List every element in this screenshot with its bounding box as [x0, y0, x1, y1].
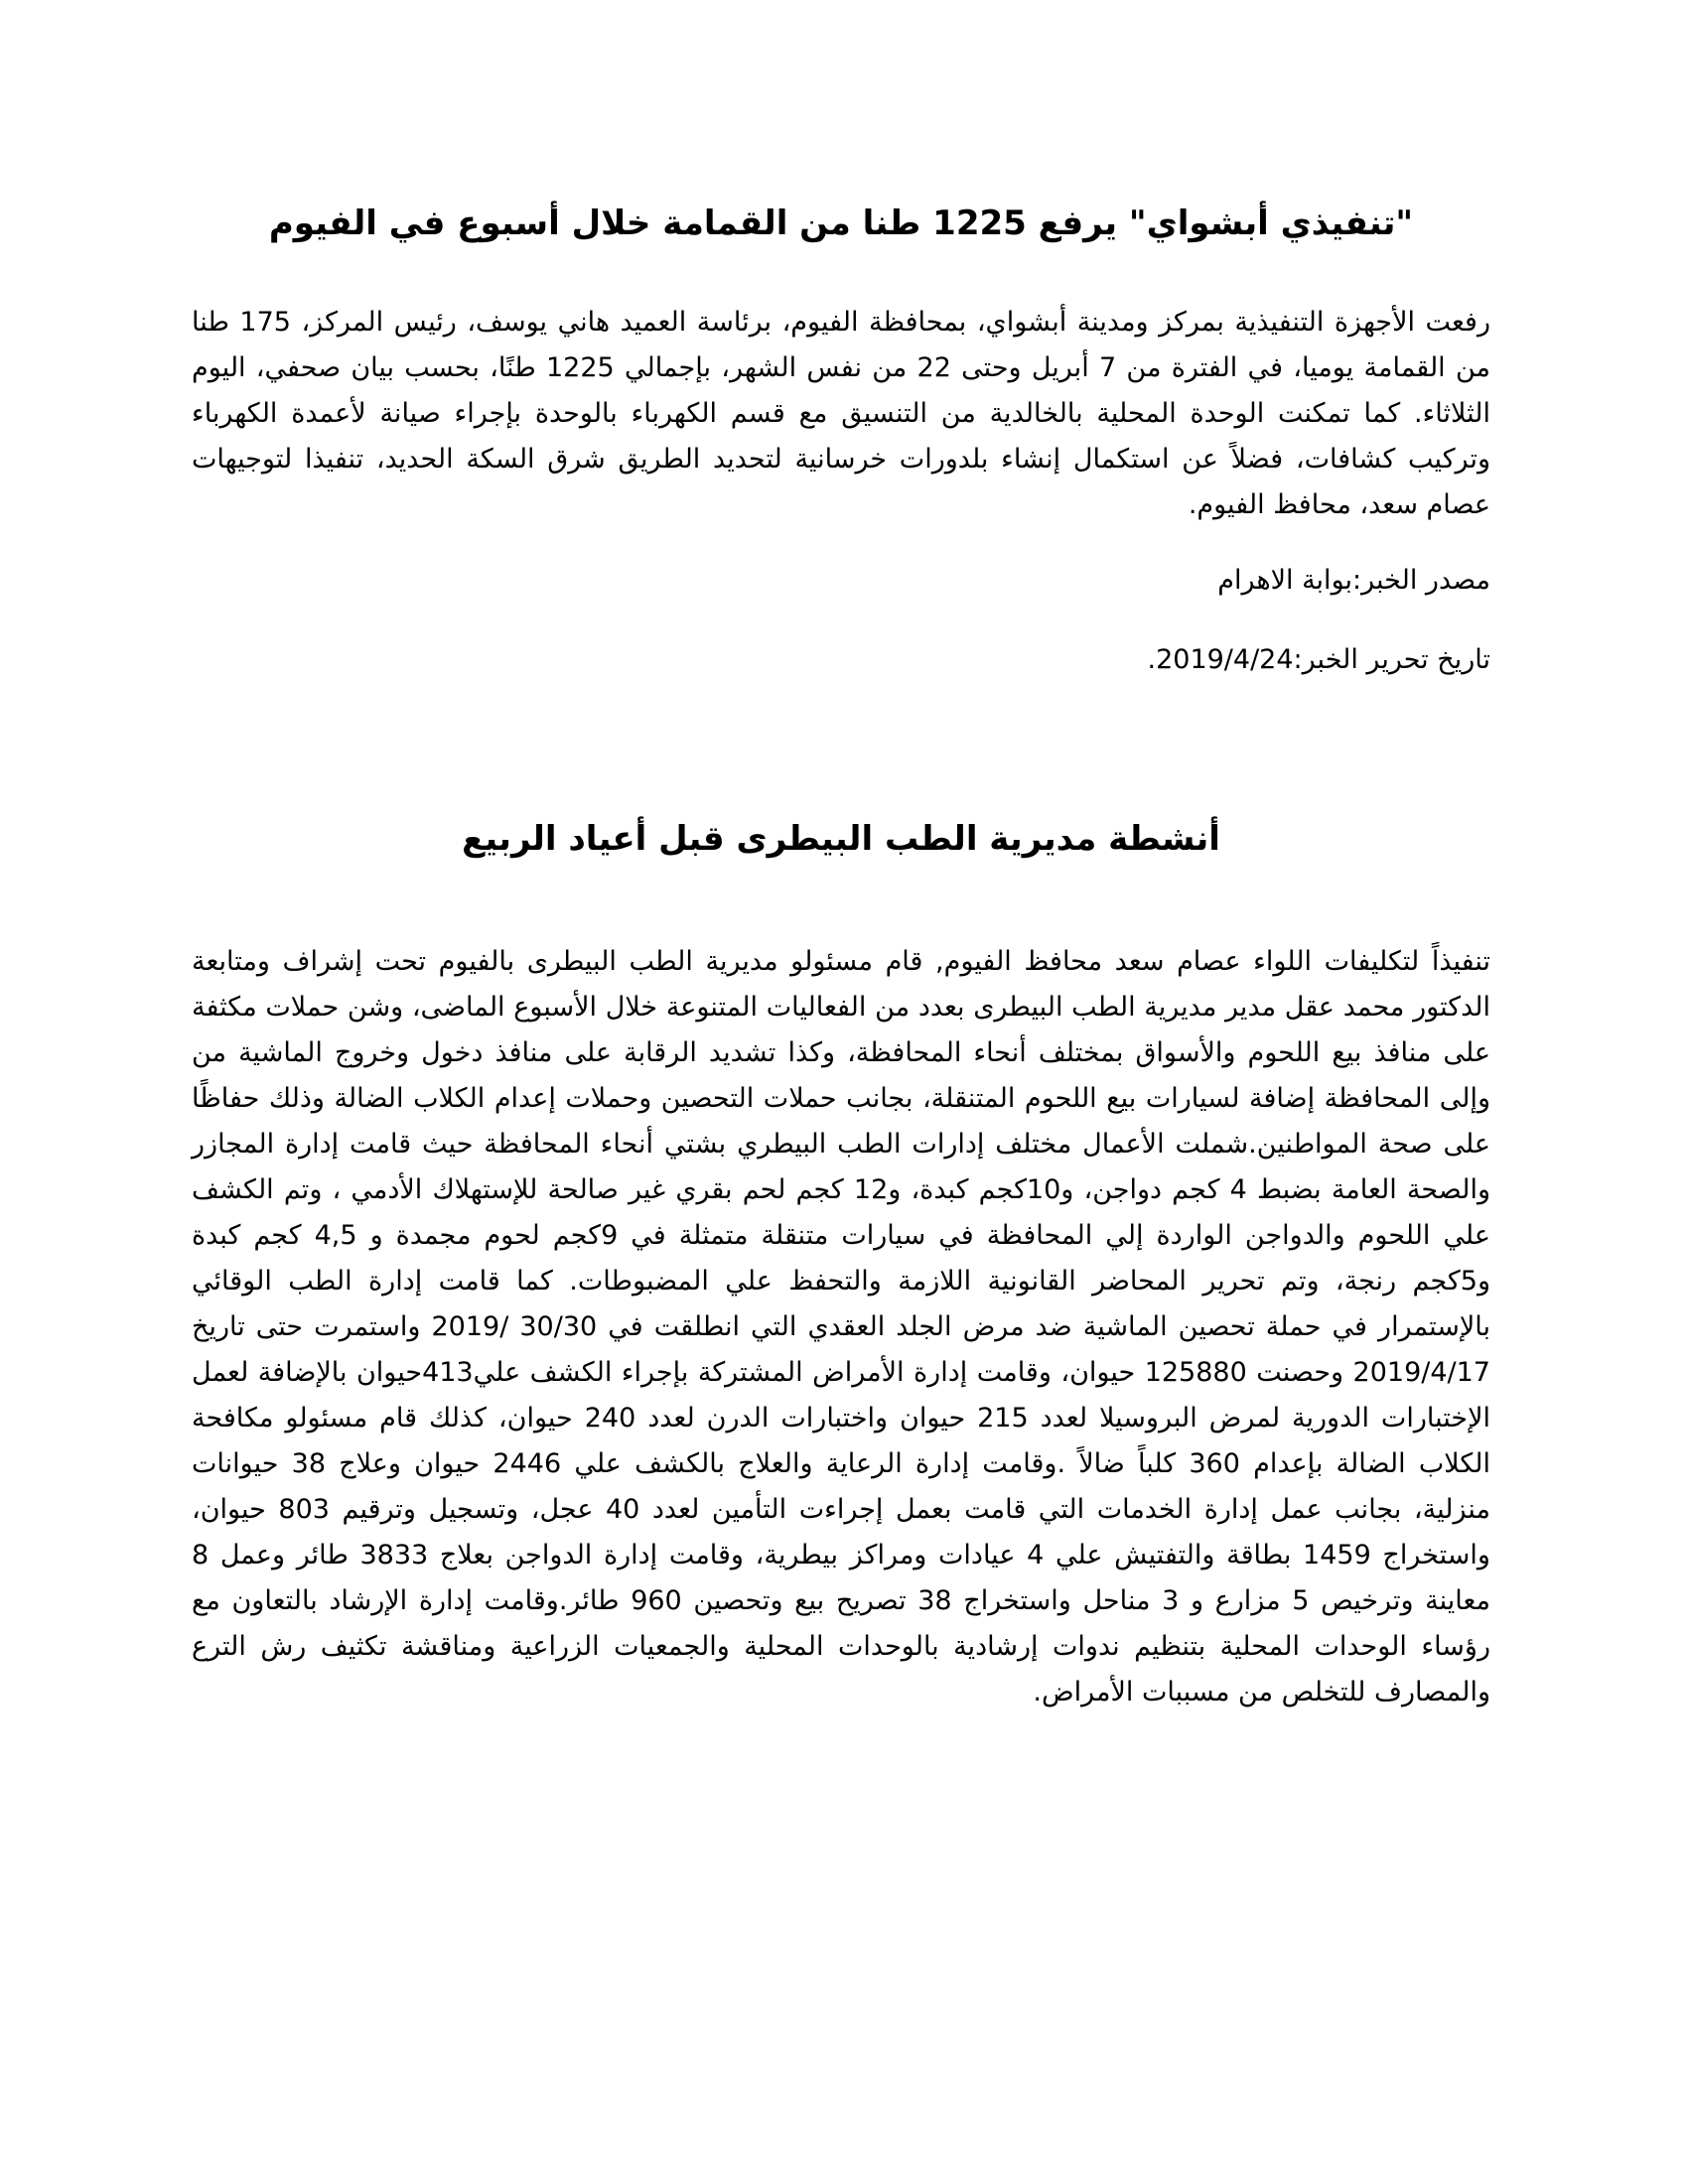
- article-veterinary-activities: [192, 814, 1490, 1715]
- news-source: مصدر الخبر:بوابة الاهرام: [1217, 565, 1490, 596]
- article-garbage-collection: [192, 199, 1490, 683]
- article-body: رفعت الأجهزة التنفيذية بمركز ومدينة أبشواي، بمحافظة الفيوم، برئاسة العميد هاني يوسف، رئيس المركز، 175 طنا من القمامة يوميا، في الفترة من 7 أبريل وحتى 22 من نفس الشهر، بإجمالي 1225 طنًا، بحسب بيان صحفي، اليوم الثلاثاء. كما تمكنت الوحدة المحلية بالخالدية من التنسيق مع قسم الكهرباء بالوحدة بإجراء صيانة لأعمدة الكهرباء وتركيب كشافات، فضلاً عن استكمال إنشاء بلدورات خرسانية لتحديد الطريق شرق السكة الحديد، تنفيذا لتوجيهات عصام سعد، محافظ الفيوم.: [192, 307, 1490, 520]
- news-date: تاريخ تحرير الخبر:2019/4/24.: [1147, 644, 1490, 675]
- article-title: أنشطة مديرية الطب البيطرى قبل أعياد الربيع: [462, 819, 1220, 859]
- article-body: تنفيذاً لتكليفات اللواء عصام سعد محافظ الفيوم, قام مسئولو مديرية الطب البيطرى بالفيوم تحت إشراف ومتابعة الدكتور محمد عقل مدير مديرية الطب البيطرى بعدد من الفعاليات المتنوعة خلال الأسبوع الماضى، وشن حملات مكثفة على منافذ بيع اللحوم والأسواق بمختلف أنحاء المحافظة، وكذا تشديد الرقابة على منافذ دخول وخروج الماشية من وإلى المحافظة إضافة لسيارات بيع اللحوم المتنقلة، بجانب حملات التحصين وحملات إعدام الكلاب الضالة وذلك حفاظًا على صحة المواطنين.شملت الأعمال مختلف إدارات الطب البيطري بشتي أنحاء المحافظة حيث قامت إدارة المجازر والصحة العامة بضبط 4 كجم دواجن، و10كجم كبدة، و12 كجم لحم بقري غير صالحة للإستهلاك الأدمي ، وتم الكشف علي اللحوم والدواجن الواردة إلي المحافظة في سيارات متنقلة متمثلة في 9كجم لحوم مجمدة و 4,5 كجم كبدة و5كجم رنجة، وتم تحرير المحاضر القانونية اللازمة والتحفظ علي المضبوطات. كما قامت إدارة الطب الوقائي بالإستمرار في حملة تحصين الماشية ضد مرض الجلد العقدي التي انطلقت في 30/30 /2019 واستمرت حتى تاريخ 2019/4/17 وحصنت 125880 حيوان، وقامت إدارة الأمراض المشتركة بإجراء الكشف علي413حيوان بالإضافة لعمل الإختبارات الدورية لمرض البروسيلا لعدد 215 حيوان واختبارات الدرن لعدد 240 حيوان، كذلك قام مسئولو مكافحة الكلاب الضالة بإعدام 360 كلباً ضالاً .وقامت إدارة الرعاية والعلاج بالكشف علي 2446 حيوان وعلاج 38 حيوانات منزلية، بجانب عمل إدارة الخدمات التي قامت بعمل إجراءت التأمين لعدد 40 عجل، وتسجيل وترقيم 803 حيوان، واستخراج 1459 بطاقة والتفتيش علي 4 عيادات ومراكز بيطرية، وقامت إدارة الدواجن بعلاج 3833 طائر وعمل 8 معاينة وترخيص 5 مزارع و 3 مناحل واستخراج 38 تصريح بيع وتحصين 960 طائر.وقامت إدارة الإرشاد بالتعاون مع رؤساء الوحدات المحلية بتنظيم ندوات إرشادية بالوحدات المحلية والجمعيات الزراعية ومناقشة تكثيف رش الترع والمصارف للتخلص من مسببات الأمراض.: [192, 946, 1491, 1707]
- article-title: "تنفيذي أبشواي" يرفع 1225 طنا من القمامة خلال أسبوع في الفيوم: [268, 204, 1414, 243]
